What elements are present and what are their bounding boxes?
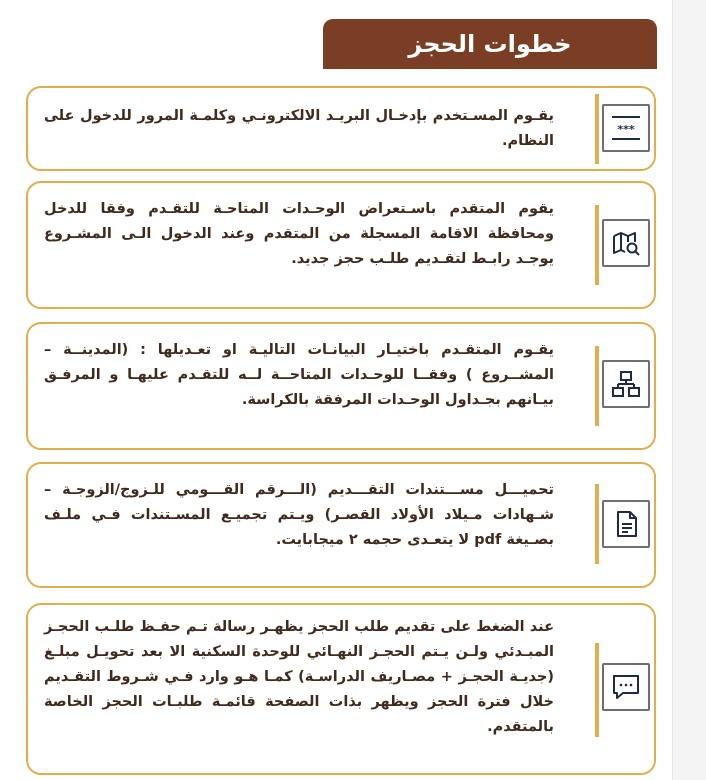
password-icon [602, 104, 650, 152]
step-text-2: يقوم المتقدم باسـتعراض الوحـدات المتاحـة للتقـدم وفقا للدخل ومحافظة الاقامة المسجلة من المتقدم وعند الدخول الـى المشـروع يوجـد رابـط لتقـديم طلـب حجز جديد. [44, 201, 554, 267]
step-card-2 [26, 181, 656, 309]
chat-bubble-icon [602, 663, 650, 711]
step-card-1 [26, 86, 656, 171]
step-card-5 [26, 603, 656, 775]
step-accent-1 [595, 94, 599, 164]
hierarchy-icon [602, 360, 650, 408]
page-title-bar [323, 19, 657, 69]
map-search-icon [602, 219, 650, 267]
step-card-4 [26, 462, 656, 588]
step-accent-2 [595, 205, 599, 285]
step-card-3 [26, 322, 656, 450]
step-text-3: يقـوم المتقـدم باختيـار البيانـات التاليـة او تعـديلها : (المدينــة – المشــروع ) وفقــا للوحـدات المتاحــة لــه للتقـدم عليهـا و المرفـق بيـانهم بجـداول الوحـدات المرفقة بالكراسة. [44, 342, 554, 408]
step-accent-5 [595, 643, 599, 737]
step-accent-3 [595, 346, 599, 426]
step-text-1: يقـوم المسـتخدم بإدخـال البريـد الالكترونـي وكلمـة المرور للدخول على النظام. [44, 108, 554, 149]
document-icon [602, 500, 650, 548]
step-text-5: عند الضغط على تقديم طلب الحجز يظهـر رسالة تـم حفـظ طلـب الحجـز المبـدئي ولـن يـتم الحجـز النهـائي للوحدة السكنية الا بعد تحويـل مبلـغ (جديـة الحجـز + مصـاريف الدراسـة) كمـا هـو وارد فـي شـروط التقـديم خلال فترة الحجز ويظهر بذات الصفحة قائمـة طلبـات الحجز الخاصة بالمتقدم. [44, 619, 554, 735]
svg-text:***: *** [617, 123, 635, 136]
page-title: خطوات الحجز [408, 30, 572, 58]
step-text-4: تحميـــل مســـتندات التقـــديم (الـــرقم القـــومي للـزوج/الزوجـة – شـهادات مـيلاد الأولاد القصـر) ويـتم تجميـع المسـتندات فـي ملـف بصـيغة pdf لا يتعـدى حجمه ٢ ميجابايت. [44, 482, 554, 548]
side-panel [672, 0, 706, 780]
step-accent-4 [595, 484, 599, 564]
